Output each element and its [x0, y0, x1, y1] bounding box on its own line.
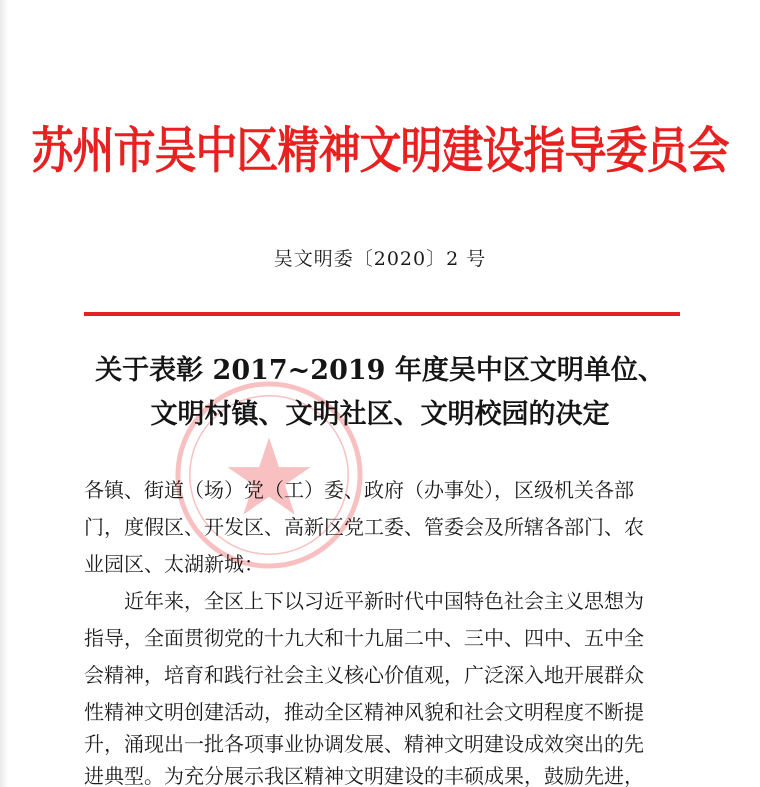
- red-divider-line: [84, 312, 680, 316]
- body-line-5: 指导，全面贯彻党的十九大和十九届二中、三中、四中、五中全: [84, 626, 644, 650]
- document-number: 吴文明委〔2020〕2 号: [273, 248, 487, 270]
- document-title-line-2: 文明村镇、文明社区、文明校园的决定: [150, 399, 610, 430]
- body-line-9: 进典型。为充分展示我区精神文明建设的丰硕成果，鼓励先进，: [84, 764, 644, 787]
- body-line-2: 门，度假区、开发区、高新区党工委、管委会及所辖各部门、农: [84, 515, 644, 539]
- body-line-8: 升，涌现出一批各项事业协调发展、精神文明建设成效突出的先: [84, 732, 644, 756]
- body-line-7: 性精神文明创建活动，推动全区精神风貌和社会文明程度不断提: [84, 700, 644, 724]
- body-line-6: 会精神，培育和践行社会主义核心价值观，广泛深入地开展群众: [84, 663, 644, 687]
- document-title-line-1: 关于表彰 2017~2019 年度吴中区文明单位、: [95, 355, 665, 386]
- body-line-3: 业园区、太湖新城：: [84, 552, 264, 576]
- body-line-4: 近年来，全区上下以习近平新时代中国特色社会主义思想为: [84, 589, 644, 613]
- issuing-org-title: 苏州市吴中区精神文明建设指导委员会: [31, 121, 729, 180]
- body-line-1: 各镇、街道（场）党（工）委、政府（办事处），区级机关各部: [84, 478, 634, 502]
